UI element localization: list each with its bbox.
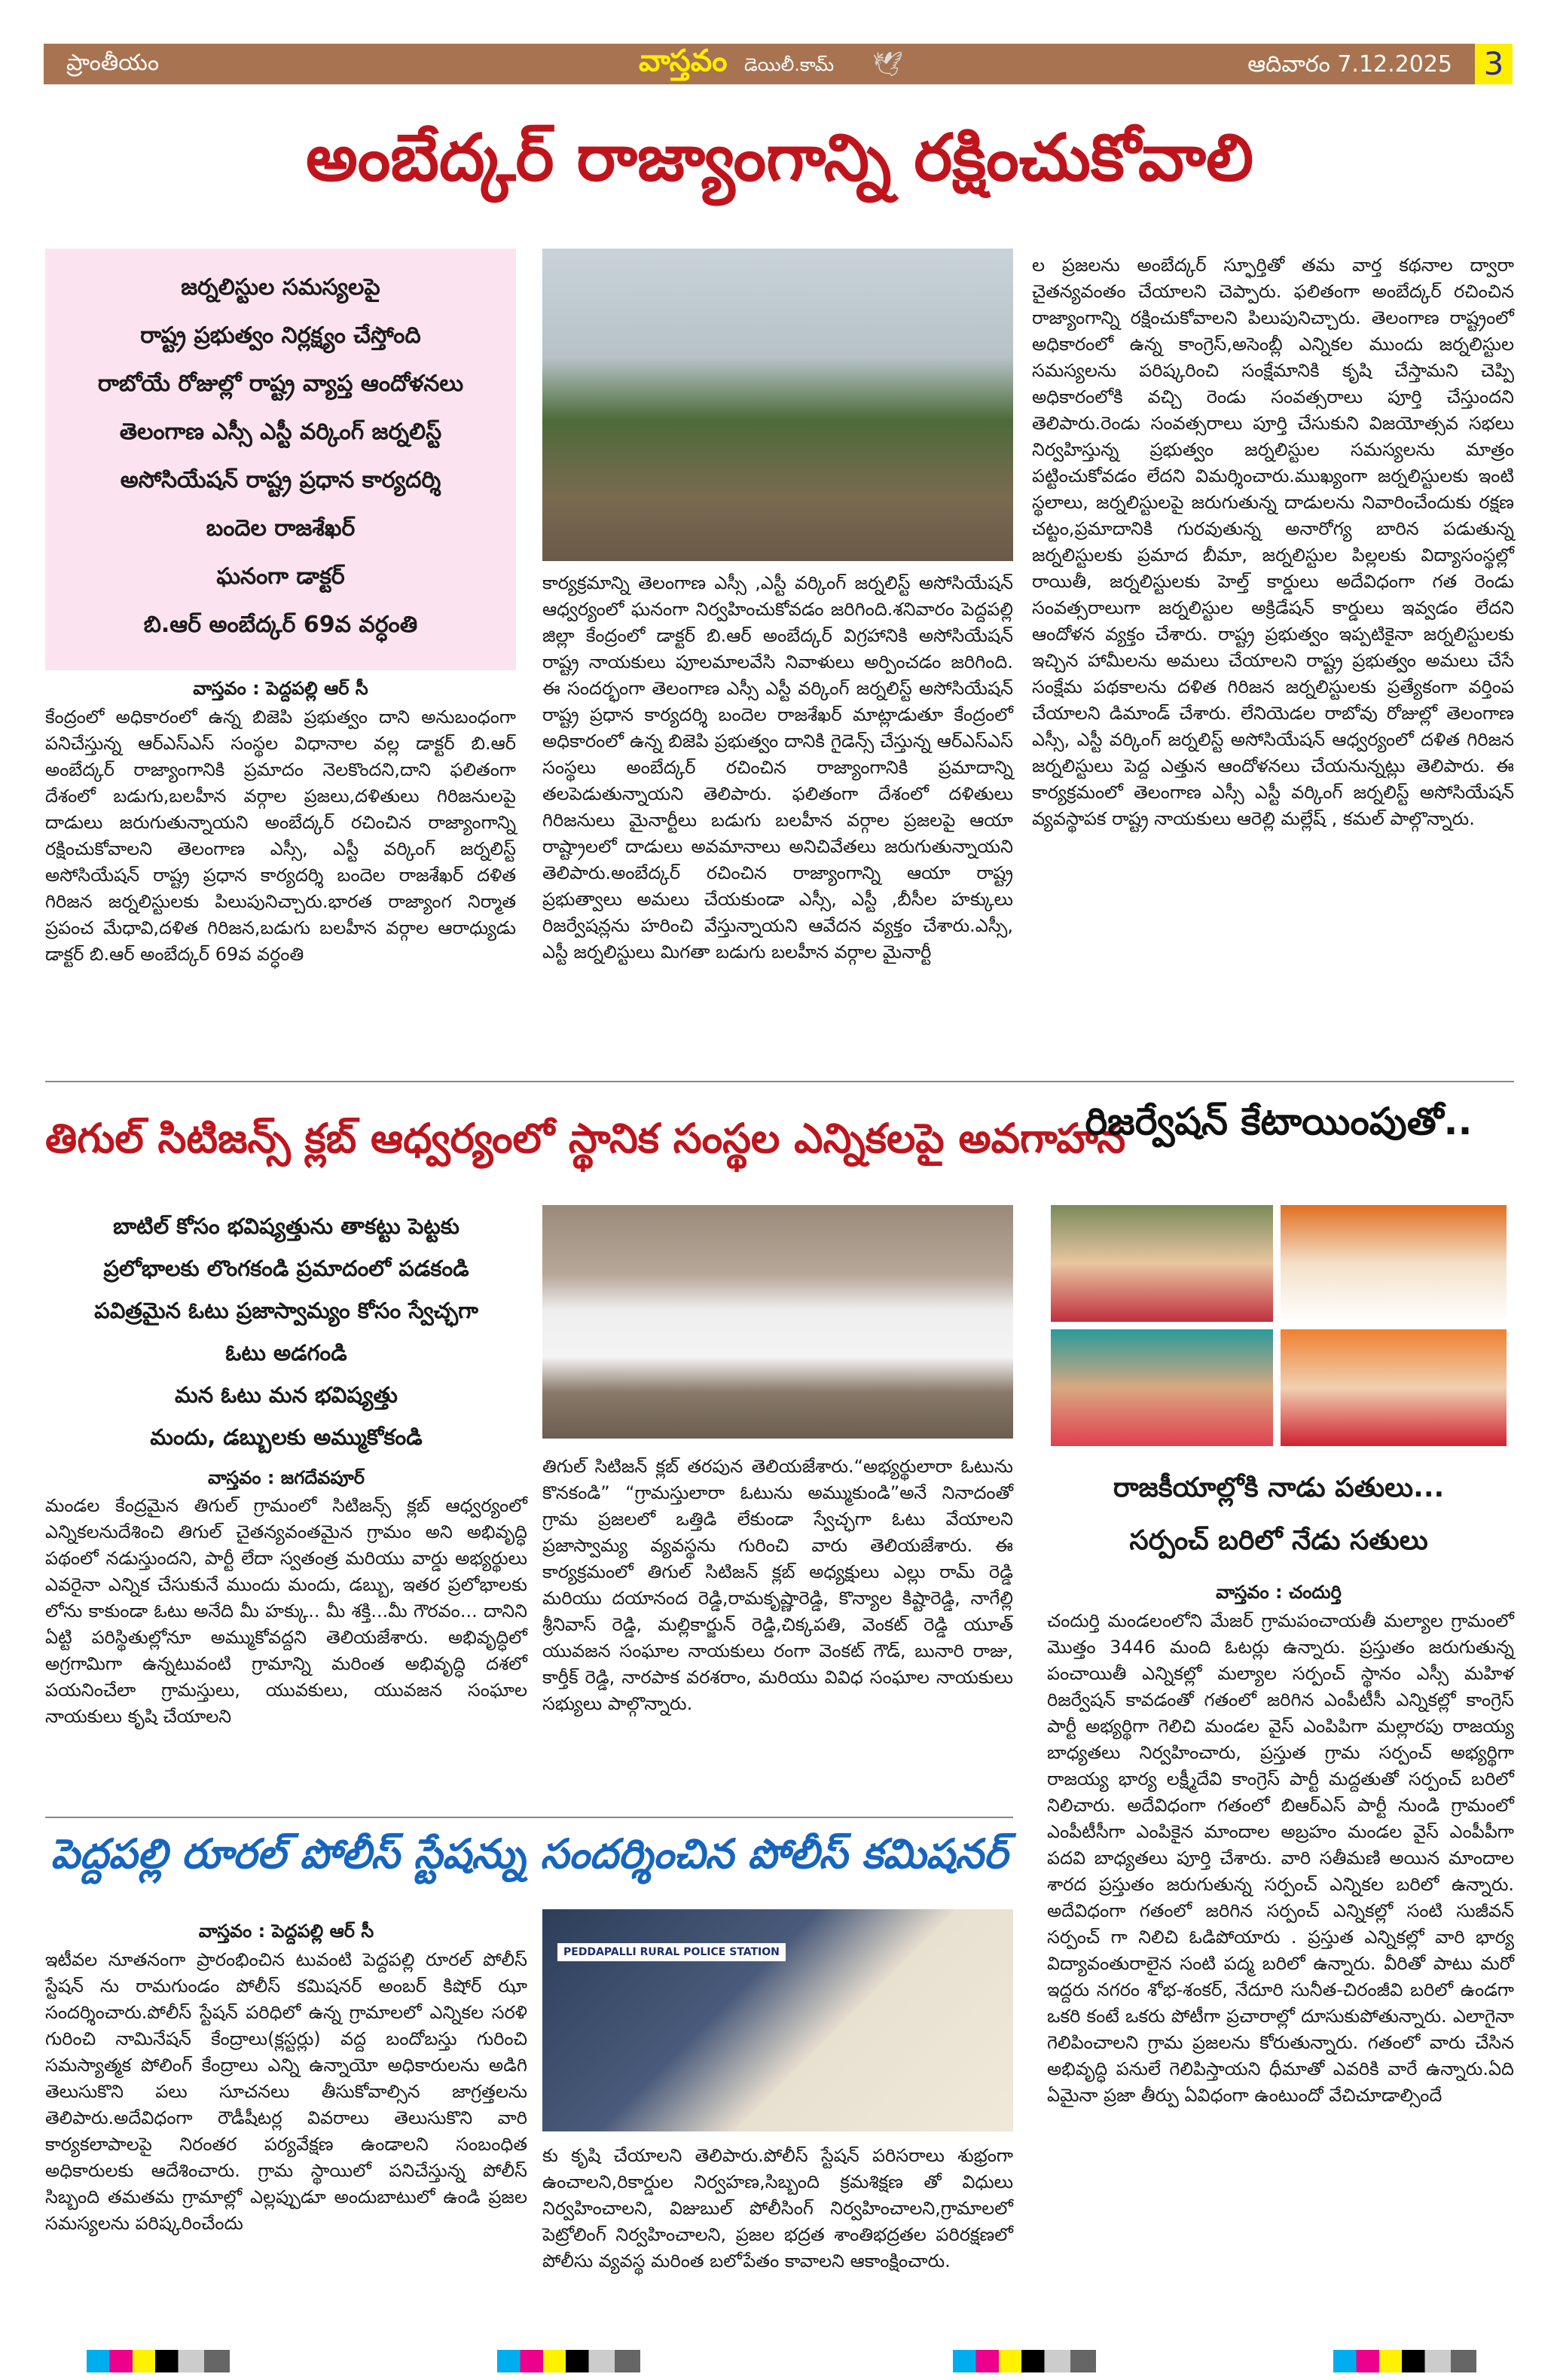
highlight-line: బాటిల్ కోసం భవిష్యత్తును తాకట్టు పెట్టకు — [113, 1213, 459, 1239]
highlight-line: బందెల రాజశేఖర్ — [206, 515, 356, 542]
highlight-line: మందు, డబ్బులకు అమ్ముకోకండి — [150, 1424, 423, 1450]
section-divider — [45, 1081, 1514, 1082]
color-bar — [497, 2350, 640, 2372]
highlight-line: అసోసియేషన్ రాష్ట్ర ప్రధాన కార్యదర్శి — [120, 467, 441, 493]
story2-dateline: వాస్తవం : జగదేవపూర్ — [208, 1467, 365, 1488]
highlight-line: పవిత్రమైన ఓటు ప్రజాస్వామ్యం కోసం స్వేచ్ఛగా — [94, 1298, 478, 1323]
story1-column-1: కేంద్రంలో అధికారంలో ఉన్న బిజెపి ప్రభుత్వం దాని అనుబంధంగా పనిచేస్తున్న ఆర్ఎస్ఎస్ సంస్థల విధానాల వల్ల డాక్టర్ బి.ఆర్ అంబేద్కర్ రాజ్యాంగానికి ప్రమాదం నెలకొందని,దాని ఫలితంగా దేశంలో బడుగు,బలహీన వర్గాల ప్రజలు,దళితులు గిరిజనులపై దాడులు జరుగుతున్నాయని అంబేద్కర్ రచించిన రాజ్యాంగాన్ని రక్షించుకోవాలని తెలంగాణ ఎస్సీ, ఎస్టీ వర్కింగ్ జర్నలిస్ట్ అసోసియేషన్ రాష్ట్ర ప్రధాన కార్యదర్శి బందెల రాజశేఖర్ దళిత గిరిజన జర్నలిస్టులకు పిలుపునిచ్చారు.భారత రాజ్యాంగ నిర్మాత ప్రపంచ మేధావి,దళిత గిరిజన,బడుగు బలహీన వర్గాల ఆరాధ్యుడు డాక్టర్ బి.ఆర్ అంబేద్కర్ 69వ వర్ధంతి — [45, 706, 516, 965]
color-bar — [87, 2350, 230, 2372]
bird-logo-icon: 🕊 — [872, 50, 903, 78]
ambedkar-tribute-photo — [542, 249, 1013, 561]
story2-headline: తిగుల్ సిటిజన్స్ క్లబ్ ఆధ్వర్యంలో స్థానిక సంస్థల ఎన్నికలపై అవగాహన — [45, 1115, 1126, 1162]
story4-subhead-2: సర్పంచ్ బరిలో నేడు సతులు — [1129, 1525, 1428, 1556]
story4-body: చందుర్తి మండలంలోని మేజర్ గ్రామపంచాయతీ మల్యాల గ్రామంలో మొత్తం 3446 మంది ఓటర్లు ఉన్నారు. ప్రస్తుతం జరుగుతున్న పంచాయితీ ఎన్నికల్లో మల్యాల సర్పంచ్ స్థానం ఎస్సీ మహిళ రిజర్వేషన్ కావడంతో గతంలో జరిగిన ఎంపీటీసీ ఎన్నికల్లో కాంగ్రెస్ పార్టీ అభ్యర్థిగా గెలిచి మండల వైస్ ఎంపిపిగా మల్లారపు రాజయ్య బాధ్యతలు నిర్వహించారు, ప్రస్తుత గ్రామ సర్పంచ్ అభ్యర్థిగా రాజయ్య భార్య లక్ష్మీదేవి కాంగ్రెస్ పార్టీ మద్దతుతో సర్పంచ్ బరిలో నిలిచారు. అదేవిధంగా గతంలో బిఆర్ఎస్ పార్టీ నుండి గ్రామంలో ఎంపీటీసీగా ఎంపికైన మాందాల అబ్రహం మండల వైస్ ఎంపీపీగా పదవి బాధ్యతలు పూర్తి చేశారు. వారి సతీమణి అయిన మాందాల శారద ప్రస్తుతం జరుగుతున్న సర్పంచ్ ఎన్నికల బరిలో ఉన్నారు. అదేవిధంగా గతంలో జరిగిన సర్పంచ్ ఎన్నికల్లో సంటి సుజీవన్ సర్పంచ్ గా నిలిచి ఓడిపోయారు . ప్రస్తుత ఎన్నికల్లో వారి భార్య విద్యావంతురాలైన సంటి పద్మ బరిలో ఉన్నారు. వీరితో పాటు మరో ఇద్దరు నగరం శోభ-శంకర్, నేదూరి సునీత-చిరంజీవి బరిలో ఉండగా ఒకరి కంటే ఒకరు పోటీగా ప్రచారాల్లో దూసుకుపోతున్నారు. ఎలాగైనా గెలిపించాలని గ్రామ ప్రజలను కోరుతున్నారు. గతంలో వారు చేసిన అభివృద్ధి పనులే గెలిపిస్తాయని ధీమాతో ఎవరికి వారే ఉన్నారు.ఏది ఏమైనా ప్రజా తీర్పు ఏవిధంగా ఉంటుందో వేచిచూడాల్సిందే — [1047, 1610, 1514, 2106]
highlight-line: తెలంగాణ ఎస్సీ ఎస్టీ వర్కింగ్ జర్నలిస్ట్ — [119, 419, 442, 445]
color-bar — [953, 2350, 1096, 2372]
highlight-line: జర్నలిస్టుల సమస్యలపై — [181, 274, 380, 301]
police-station-photo — [542, 1909, 1013, 2131]
candidate-couple-photo — [1051, 1205, 1273, 1322]
highlight-line: ఘనంగా డాక్టర్ — [216, 563, 345, 590]
story2-column-1: మండల కేంద్రమైన తిగుల్ గ్రామంలో సిటిజన్స్ క్లబ్ ఆధ్వర్యంలో ఎన్నికలనుదేశించి తిగుల్ చైతన్యవంతమైన గ్రామం అని అభివృద్ధి పథంలో నడుస్తుందని, పార్టీ లేదా స్వతంత్ర మరియు వార్డు అభ్యర్థులు ఎవరైనా ఎన్నిక చేసుకునే ముందు మందు, డబ్బు, ఇతర ప్రలోభాలకు లోను కాకుండా ఓటు అనేది మీ హక్కు.. మీ శక్తి...మీ గౌరవం... దానిని ఏట్టి పరిస్థితుల్లోనూ అమ్ముకోవద్దని తెలియజేశారు. అభివృద్ధిలో అగ్రగామిగా ఉన్నటువంటి గ్రామాన్ని మరింత అభివృద్ధి దశలో పయనించేలా గ్రామస్తులు, యువకులు, యువజన సంఘాల నాయకులు కృషి చేయాలని — [45, 1495, 527, 1727]
color-bar — [1333, 2350, 1476, 2372]
story1-dateline: వాస్తవం : పెద్దపల్లి ఆర్ సీ — [193, 678, 368, 699]
candidate-couple-photo — [1281, 1205, 1507, 1322]
story3-headline: పెద్దపల్లి రూరల్ పోలీస్ స్టేషన్ను సందర్శించిన పోలీస్ కమిషనర్ — [50, 1830, 1008, 1878]
story1-column-3: ల ప్రజలను అంబేద్కర్ స్ఫూర్తితో తమ వార్త కథనాల ద్వారా చైతన్యవంతం చేయాలని చెప్పారు. ఫలితంగా అంబేద్కర్ రచించిన రాజ్యాంగాన్ని రక్షించుకోవాలని పిలుపునిచ్చారు. తెలంగాణ రాష్ట్రంలో అధికారంలో ఉన్న కాంగ్రెస్,అసెంబ్లీ ఎన్నికల ముందు జర్నలిస్టుల సమస్యలను పరిష్కరించి సంక్షేమానికి కృషి చేస్తామని చెప్పి అధికారంలోకి వచ్చి రెండు సంవత్సరాలు పూర్తి చేస్తుందని తెలిపారు.రెండు సంవత్సరాలు పూర్తి చేసుకుని విజయోత్సవ సభలు నిర్వహిస్తున్న ప్రభుత్వం జర్నలిస్టుల సమస్యలను మాత్రం పట్టించుకోవడం లేదని విమర్శించారు.ముఖ్యంగా జర్నలిస్టులకు ఇంటి స్థలాలు, జర్నలిస్టులపై జరుగుతున్న దాడులను నివారించేందుకు రక్షణ చట్టం,ప్రమాదానికి గురవుతున్న అనారోగ్య బారిన పడుతున్న జర్నలిస్టులకు ప్రమాద బీమా, జర్నలిస్టుల పిల్లలకు విద్యాసంస్థల్లో రాయితీ, జర్నలిస్టులకు హెల్త్ కార్డులు అదేవిధంగా గత రెండు సంవత్సరాలుగా జర్నలిస్టుల అక్రిడేషన్ కార్డులు ఇవ్వడం లేదని ఆందోళన వ్యక్తం చేశారు. రాష్ట్ర ప్రభుత్వం ఇప్పటికైనా జర్నలిస్టులకు ఇచ్చిన హామీలను అమలు చేయాలని రాష్ట్ర ప్రభుత్వం అమలు చేసే సంక్షేమ పథకాలను దళిత గిరిజన జర్నలిస్టులకు ప్రత్యేకంగా వర్తింప చేయాలని డిమాండ్ చేశారు. లేనియెడల రాబోవు రోజుల్లో తెలంగాణ ఎస్సీ, ఎస్టీ వర్కింగ్ జర్నలిస్ట్ అసోసియేషన్ ఆధ్వర్యంలో దళిత గిరిజన జర్నలిస్టులు పెద్ద ఎత్తున ఆందోళనలు చేయనున్నట్లు తెలిపారు. ఈ కార్యక్రమంలో తెలంగాణ ఎస్సీ ఎస్టీ వర్కింగ్ జర్నలిస్ట్ అసోసియేషన్ వ్యవస్థాపక రాష్ట్ర నాయకులు ఆరెల్లి మల్లేష్ , కమల్ పాల్గొన్నారు. — [1032, 255, 1514, 829]
story4-headline: రిజర్వేషన్ కేటాయింపుతో.. — [1085, 1100, 1473, 1143]
brand-suffix: డెయిలీ.కామ్ — [744, 54, 835, 75]
section-divider — [45, 1817, 1013, 1818]
highlight-line: ప్రలోభాలకు లొంగకండి ప్రమాదంలో పడకండి — [103, 1256, 469, 1281]
citizens-club-banner-photo — [542, 1205, 1013, 1439]
section-label: ప్రాంతీయం — [66, 50, 160, 76]
highlight-line: రాష్ట్ర ప్రభుత్వం నిర్లక్ష్యం చేస్తోంది — [140, 322, 421, 349]
page-header-bar — [44, 44, 1475, 84]
page-number: 3 — [1475, 44, 1513, 84]
highlight-line: మన ఓటు మన భవిష్యత్తు — [175, 1382, 398, 1408]
candidate-couple-photo — [1281, 1329, 1507, 1446]
highlight-line: ఓటు అడగండి — [225, 1340, 347, 1365]
story3-column-1: ఇటీవల నూతనంగా ప్రారంభించిన టువంటి పెద్దపల్లి రూరల్ పోలీస్ స్టేషన్ ను రామగుండం పోలీస్ కమిషనర్ అంబర్ కిషోర్ ఝా సందర్శించారు.పోలీస్ స్టేషన్ పరిధిలో ఉన్న గ్రామాలలో ఎన్నికల సరళి గురించి నామినేషన్ కేంద్రాలు(క్లస్టర్లు) వద్ద బందోబస్తు గురించి సమస్యాత్మక పోలింగ్ కేంద్రాలు ఎన్ని ఉన్నాయో అధికారులను అడిగి తెలుసుకొని పలు సూచనలు తీసుకోవాల్సిన జాగ్రత్తలను తెలిపారు.అదేవిధంగా రౌడీషీటర్ల వివరాలు తెలుసుకొని వారి కార్యకలాపాలపై నిరంతర పర్యవేక్షణ ఉండాలని సంబంధిత అధికారులకు ఆదేశించారు. గ్రామ స్థాయిలో పనిచేస్తున్న పోలీస్ సిబ్బంది తమతమ గ్రామాల్లో ఎల్లప్పుడూ అందుబాటులో ఉండి ప్రజల సమస్యలను పరిష్కరించేందు — [45, 1949, 527, 2234]
candidate-couple-photo — [1051, 1329, 1273, 1446]
highlight-line: రాబోయే రోజుల్లో రాష్ట్ర వ్యాప్త ఆందోళనలు — [97, 371, 464, 397]
story2-column-2: తిగుల్ సిటిజన్ క్లబ్ తరపున తెలియజేశారు.“అభ్యర్థులారా ఓటును కొనకండి” “గ్రామస్తులారా ఓటును అమ్ముకుండి”అనే నినాదంతో గ్రామ ప్రజలలో ఒత్తిడి లేకుండా స్వేచ్ఛగా ఓటు వేయాలని ప్రజాస్వామ్య వ్యవస్థను గురించి వారు తెలియజేశారు. ఈ కార్యక్రమంలో తిగుల్ సిటిజన్ క్లబ్ అధ్యక్షులు ఎల్లు రామ్ రెడ్డి మరియు దయానంద రెడ్డి,రామకృష్ణారెడ్డి, కొన్యాల కిష్టారెడ్డి, నాగేల్లి శ్రీనివాస్ రెడ్డి, మల్లికార్జున్ రెడ్డి,చిక్కపతి, వెంకట్ రెడ్డి యూత్ యువజన సంఘాల నాయకులు రంగా వెంకట్ గౌడ్, బునారి రాజు, కార్తీక్ రెడ్డి, నారపాక వరశరాం, మరియు వివిధ సంఘాల నాయకులు సభ్యులు పాల్గొన్నారు. — [542, 1456, 1013, 1714]
story3-column-2: కు కృషి చేయాలని తెలిపారు.పోలీస్ స్టేషన్ పరిసరాలు శుభ్రంగా ఉంచాలని,రికార్డుల నిర్వహణ,సిబ్బంది క్రమశిక్షణ తో విధులు నిర్వహించాలని, విజుబుల్ పోలీసింగ్ నిర్వహించాలని,గ్రామాలలో పెట్రోలింగ్ నిర్వహించాలని, ప్రజల భద్రత శాంతిభద్రతల పరిరక్షణలో పోలీసు వ్యవస్థ మరింత బలోపేతం కావాలని ఆకాంక్షించారు. — [542, 2145, 1013, 2272]
story3-dateline: వాస్తవం : పెద్దపల్లి ఆర్ సీ — [198, 1921, 374, 1942]
story2-highlights — [45, 1205, 527, 1461]
story1-column-2: కార్యక్రమాన్ని తెలంగాణ ఎస్సీ ,ఎస్టీ వర్కింగ్ జర్నలిస్ట్ అసోసియేషన్ ఆధ్వర్యంలో ఘనంగా నిర్వహించుకోవడం జరిగింది.శనివారం పెద్దపల్లి జిల్లా కేంద్రంలో డాక్టర్ బి.ఆర్ అంబేద్కర్ విగ్రహానికి అసోసియేషన్ రాష్ట్ర నాయకులు పూలమాలవేసి నివాళులు అర్పించడం జరిగింది. ఈ సందర్భంగా తెలంగాణ ఎస్సీ ఎస్టీ వర్కింగ్ జర్నలిస్ట్ అసోసియేషన్ రాష్ట్ర ప్రధాన కార్యదర్శి బందెల రాజశేఖర్ మాట్లాడుతూ కేంద్రంలో అధికారంలో ఉన్న బిజెపి ప్రభుత్వం దానికి గైడెన్స్ చేస్తున్న ఆర్ఎస్ఎస్ సంస్థలు అంబేద్కర్ రచించిన రాజ్యాంగానికి ప్రమాదాన్ని తలపెడుతున్నాయని తెలిపారు. ఫలితంగా దేశంలో దళితులు గిరిజనులు మైనార్టీలు బడుగు బలహీన వర్గాల ప్రజలపై ఆయా రాష్ట్రాలలో దాడులు అవమానాలు అనిచివేతలు జరుగుతున్నాయని తెలిపారు.అంబేద్కర్ రచించిన రాజ్యాంగాన్ని ఆయా రాష్ట్ర ప్రభుత్వాలు అమలు చేయకుండా ఎస్సీ, ఎస్టీ ,బీసీల హక్కులు రిజర్వేషన్లను హరించి వేస్తున్నాయని ఆవేదన వ్యక్తం చేశారు.ఎస్సీ, ఎస్టీ జర్నలిస్టులు మిగతా బడుగు బలహీన వర్గాల మైనార్టీ — [542, 572, 1013, 963]
story4-subhead-1: రాజకీయాల్లోకి నాడు పతులు... — [1113, 1472, 1445, 1503]
brand-logo: వాస్తవం — [639, 44, 728, 78]
issue-date: ఆదివారం 7.12.2025 — [1247, 51, 1452, 78]
story1-highlights-box — [45, 249, 516, 670]
story4-dateline: వాస్తవం : చందుర్తి — [1216, 1582, 1342, 1603]
highlight-line: బి.ఆర్ అంబేద్కర్ 69వ వర్ధంతి — [143, 612, 418, 638]
main-headline: అంబేద్కర్ రాజ్యాంగాన్ని రక్షించుకోవాలి — [305, 121, 1254, 196]
police-station-sign: PEDDAPALLI RURAL POLICE STATION — [557, 1943, 786, 1961]
